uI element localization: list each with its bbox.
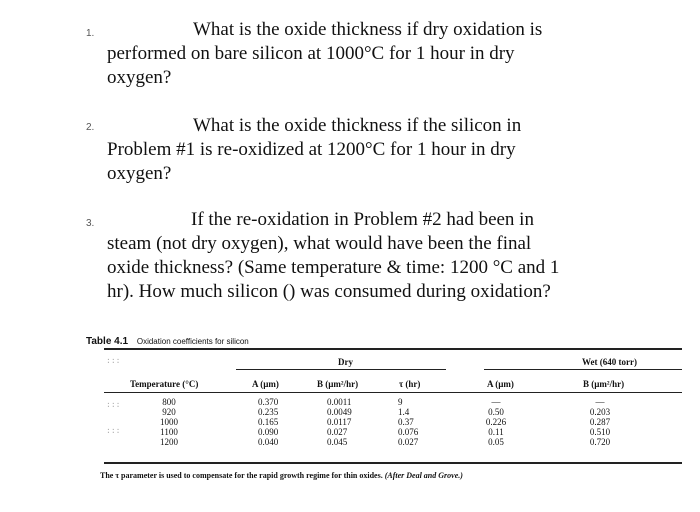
scan-artifact: ::: <box>106 356 121 365</box>
table-bottom-rule <box>104 462 682 464</box>
header-dry-a: A (µm) <box>252 379 279 389</box>
table-top-rule <box>104 348 682 350</box>
problem-number: 1. <box>86 28 95 39</box>
problem-number: 2. <box>86 122 95 133</box>
header-wet-b: B (µm²/hr) <box>583 379 625 389</box>
wet-b-column: — 0.203 0.287 0.510 0.720 <box>589 397 611 447</box>
dry-a-column: 0.370 0.235 0.165 0.090 0.040 <box>258 397 279 447</box>
dry-group-header: Dry <box>338 357 353 367</box>
wet-group-rule <box>484 369 682 370</box>
footnote-source: (After Deal and Grove.) <box>384 471 463 480</box>
oxidation-coefficients-table <box>86 324 688 494</box>
wet-a-column: — 0.50 0.226 0.11 0.05 <box>485 397 507 447</box>
wet-group-header: Wet (640 torr) <box>582 357 637 367</box>
problem-text-line: What is the oxide thickness if dry oxidation is <box>193 19 543 40</box>
problem-text-line: oxygen? <box>107 67 172 88</box>
header-tau: τ (hr) <box>399 379 421 389</box>
footnote-text: The τ parameter is used to compensate for the rapid growth regime for thin oxides. <box>100 471 383 480</box>
scan-artifact: ::: <box>106 400 121 409</box>
dry-b-column: 0.0011 0.0049 0.0117 0.027 0.045 <box>327 397 352 447</box>
problem-text-line: oxygen? <box>107 163 172 184</box>
table-caption <box>86 336 249 347</box>
problem-text-line: What is the oxide thickness if the silicon in <box>193 115 522 136</box>
header-bottom-rule <box>104 392 682 393</box>
table-title: Oxidation coefficients for silicon <box>136 337 249 346</box>
header-dry-b: B (µm²/hr) <box>317 379 359 389</box>
header-temperature: Temperature (°C) <box>130 379 199 389</box>
problem-text-line: Problem #1 is re-oxidized at 1200°C for 1 hour in dry <box>107 139 516 160</box>
table-footnote <box>100 471 463 480</box>
problem-text-line: performed on bare silicon at 1000°C for 1 hour in dry <box>107 43 515 64</box>
temperature-column: 800 920 1000 1100 1200 <box>160 397 178 447</box>
problem-text-line: If the re-oxidation in Problem #2 had been in <box>191 209 534 230</box>
problem-text-line: oxide thickness? (Same temperature & time: 1200 °C and 1 <box>107 257 560 278</box>
problem-text-line: hr). How much silicon () was consumed during oxidation? <box>107 281 551 302</box>
table-label: Table 4.1 <box>86 336 129 347</box>
header-wet-a: A (µm) <box>487 379 514 389</box>
tau-column: 9 1.4 0.37 0.076 0.027 <box>398 397 419 447</box>
problem-number: 3. <box>86 218 95 229</box>
problem-text-line: steam (not dry oxygen), what would have been the final <box>107 233 532 254</box>
scan-artifact: ::: <box>106 426 121 435</box>
dry-group-rule <box>236 369 446 370</box>
